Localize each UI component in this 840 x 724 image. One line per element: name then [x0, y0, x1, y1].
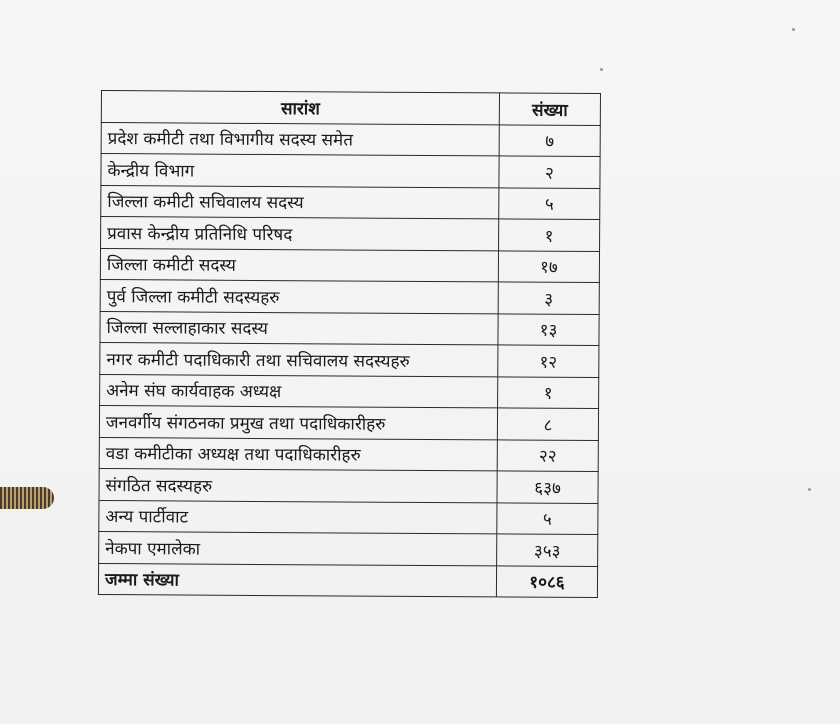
- table-header-row: [101, 91, 600, 126]
- row-count: ६३७: [497, 471, 598, 503]
- row-label: केन्द्रीय विभाग: [101, 154, 499, 188]
- row-label: प्रवास केन्द्रीय प्रतिनिधि परिषद: [101, 217, 499, 251]
- table-row: [100, 342, 599, 377]
- row-count: ५: [497, 502, 598, 534]
- row-count: ५: [499, 187, 600, 219]
- row-label: नगर कमीटी पदाधिकारी तथा सचिवालय सदस्यहरु: [100, 342, 498, 376]
- table-row: [100, 374, 599, 409]
- row-label: जिल्ला कमीटी सचिवालय सदस्य: [101, 185, 499, 219]
- total-count: १०८६: [496, 565, 597, 597]
- row-label: जिल्ला कमीटी सदस्य: [100, 248, 498, 282]
- table-row: [100, 248, 599, 283]
- row-label: पुर्व जिल्ला कमीटी सदस्यहरु: [100, 279, 498, 313]
- table-row: [99, 531, 598, 566]
- table-row: [99, 437, 598, 472]
- row-count: १३: [498, 313, 599, 345]
- table-row: [99, 468, 598, 503]
- total-label: जम्मा संख्या: [98, 563, 496, 597]
- table-row: [99, 500, 598, 535]
- binding-coil: [0, 487, 54, 509]
- row-count: १: [498, 376, 599, 408]
- row-label: संगठित सदस्यहरु: [99, 468, 497, 502]
- row-label: वडा कमीटीका अध्यक्ष तथा पदाधिकारीहरु: [99, 437, 497, 471]
- table-row: [100, 311, 599, 346]
- speck: [808, 488, 811, 491]
- row-label: नेकपा एमालेका: [99, 531, 497, 565]
- row-label: प्रदेश कमीटी तथा विभागीय सदस्य समेत: [101, 122, 499, 156]
- row-count: ८: [497, 408, 598, 440]
- row-label: अन्य पार्टीवाट: [99, 500, 497, 534]
- summary-table: [98, 90, 601, 598]
- table-row: [101, 154, 600, 189]
- total-row: [98, 563, 597, 598]
- header-summary: सारांश: [101, 91, 499, 125]
- header-count: संख्या: [499, 93, 600, 125]
- table-row: [101, 217, 600, 252]
- row-count: १२: [498, 345, 599, 377]
- table-row: [99, 405, 598, 440]
- row-count: १७: [498, 250, 599, 282]
- row-count: २२: [497, 439, 598, 471]
- row-count: ३: [498, 282, 599, 314]
- table-row: [101, 122, 600, 157]
- row-count: १: [499, 219, 600, 251]
- row-label: जिल्ला सल्लाहाकार सदस्य: [100, 311, 498, 345]
- row-count: ७: [499, 124, 600, 156]
- row-label: जनवर्गीय संगठनका प्रमुख तथा पदाधिकारीहरु: [99, 405, 497, 439]
- speck: [792, 28, 795, 31]
- table-row: [101, 185, 600, 220]
- table-row: [100, 279, 599, 314]
- row-count: ३५३: [497, 534, 598, 566]
- speck: [600, 68, 603, 71]
- table-body: [99, 122, 601, 566]
- row-count: २: [499, 156, 600, 188]
- row-label: अनेम संघ कार्यवाहक अध्यक्ष: [100, 374, 498, 408]
